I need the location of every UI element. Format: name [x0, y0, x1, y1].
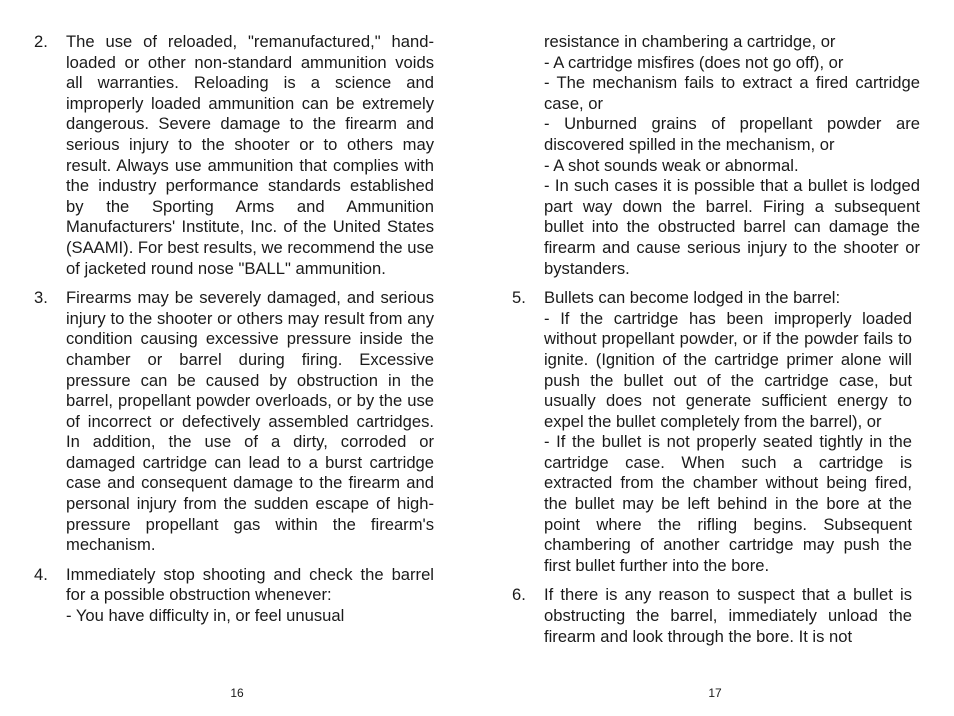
- item-body: [544, 288, 912, 576]
- item-subtext: - If the bullet is not properly seated tightly in the cartridge case. When such a cartridge is extracted from the chamber without being fired, the bullet may be left behind in the bore at the point where the rifling begins. Subsequent chambering of another cartridge may push the first bullet further into the bore.: [544, 432, 912, 575]
- continued-line: resistance in chambering a cartridge, or: [544, 32, 836, 51]
- continued-line: - A shot sounds weak or abnormal.: [544, 155, 799, 175]
- continued-line: - The mechanism fails to extract a fired cartridge case, or: [544, 73, 920, 113]
- item-subtext: - If the cartridge has been improperly loaded without propellant powder, or if the powder fails to ignite. (Ignition of the cartridge primer alone will push the bullet out of the cartridge case, but usually does not generate sufficient energy to expel the bullet completely from the barrel), or: [544, 308, 912, 431]
- item-number: 4.: [34, 564, 48, 584]
- item-number: 6.: [512, 585, 526, 605]
- item-body: [66, 565, 434, 627]
- item-text: The use of reloaded, "remanufactured," hand-loaded or other non-standard ammunition voids all warranties. Reloading is a science and improperly loaded ammunition can be extremely dangerous. Severe damage to the firearm and serious injury to the shooter or to others may result. Always use ammunition that complies with the industry performance standards established by the Sporting Arms and Ammunition Manufacturers' Institute, Inc. of the United States (SAAMI). For best results, we recommend the use of jacketed round nose "BALL" ammunition.: [66, 32, 434, 278]
- list-item-6: [512, 585, 912, 647]
- page-number-right: 17: [708, 686, 722, 700]
- item-number: 2.: [34, 32, 48, 51]
- list-item-2: [34, 32, 434, 279]
- continued-list: [544, 32, 920, 279]
- list-item-3: [34, 288, 434, 556]
- page-number-left: 16: [230, 686, 244, 700]
- continued-line: - In such cases it is possible that a bullet is lodged part way down the barrel. Firing a subsequent bullet into the obstructed barrel can damage the firearm and cause serious injury to the shooter or bystanders.: [544, 176, 920, 278]
- item-number: 3.: [34, 288, 48, 308]
- left-page: [34, 32, 434, 636]
- right-page: [512, 32, 920, 656]
- item-number: 5.: [512, 288, 526, 308]
- item-text: Bullets can become lodged in the barrel:: [544, 288, 841, 308]
- item-text: If there is any reason to suspect that a bullet is obstructing the barrel, immediately unload the firearm and look through the bore. It is not: [544, 585, 912, 646]
- item-text: Firearms may be severely damaged, and serious injury to the shooter or others may result from any condition causing excessive pressure inside the chamber or barrel during firing. Excessive pressure can be caused by obstruction in the barrel, propellant powder overloads, or by the use of incorrect or defectively assembled cartridges. In addition, the use of a dirty, corroded or damaged cartridge can lead to a burst cartridge case and consequent damage to the firearm and personal injury from the sudden escape of high-pressure propellant gas within the firearm's mechanism.: [66, 288, 434, 555]
- item-text: Immediately stop shooting and check the barrel for a possible obstruction whenever:: [66, 564, 434, 605]
- continued-line: - Unburned grains of propellant powder are discovered spilled in the mechanism, or: [544, 114, 920, 154]
- item-subtext: - You have difficulty in, or feel unusual: [66, 606, 345, 626]
- list-item-5: [512, 288, 912, 576]
- list-item-4: [34, 565, 434, 627]
- continued-line: - A cartridge misfires (does not go off), or: [544, 52, 844, 72]
